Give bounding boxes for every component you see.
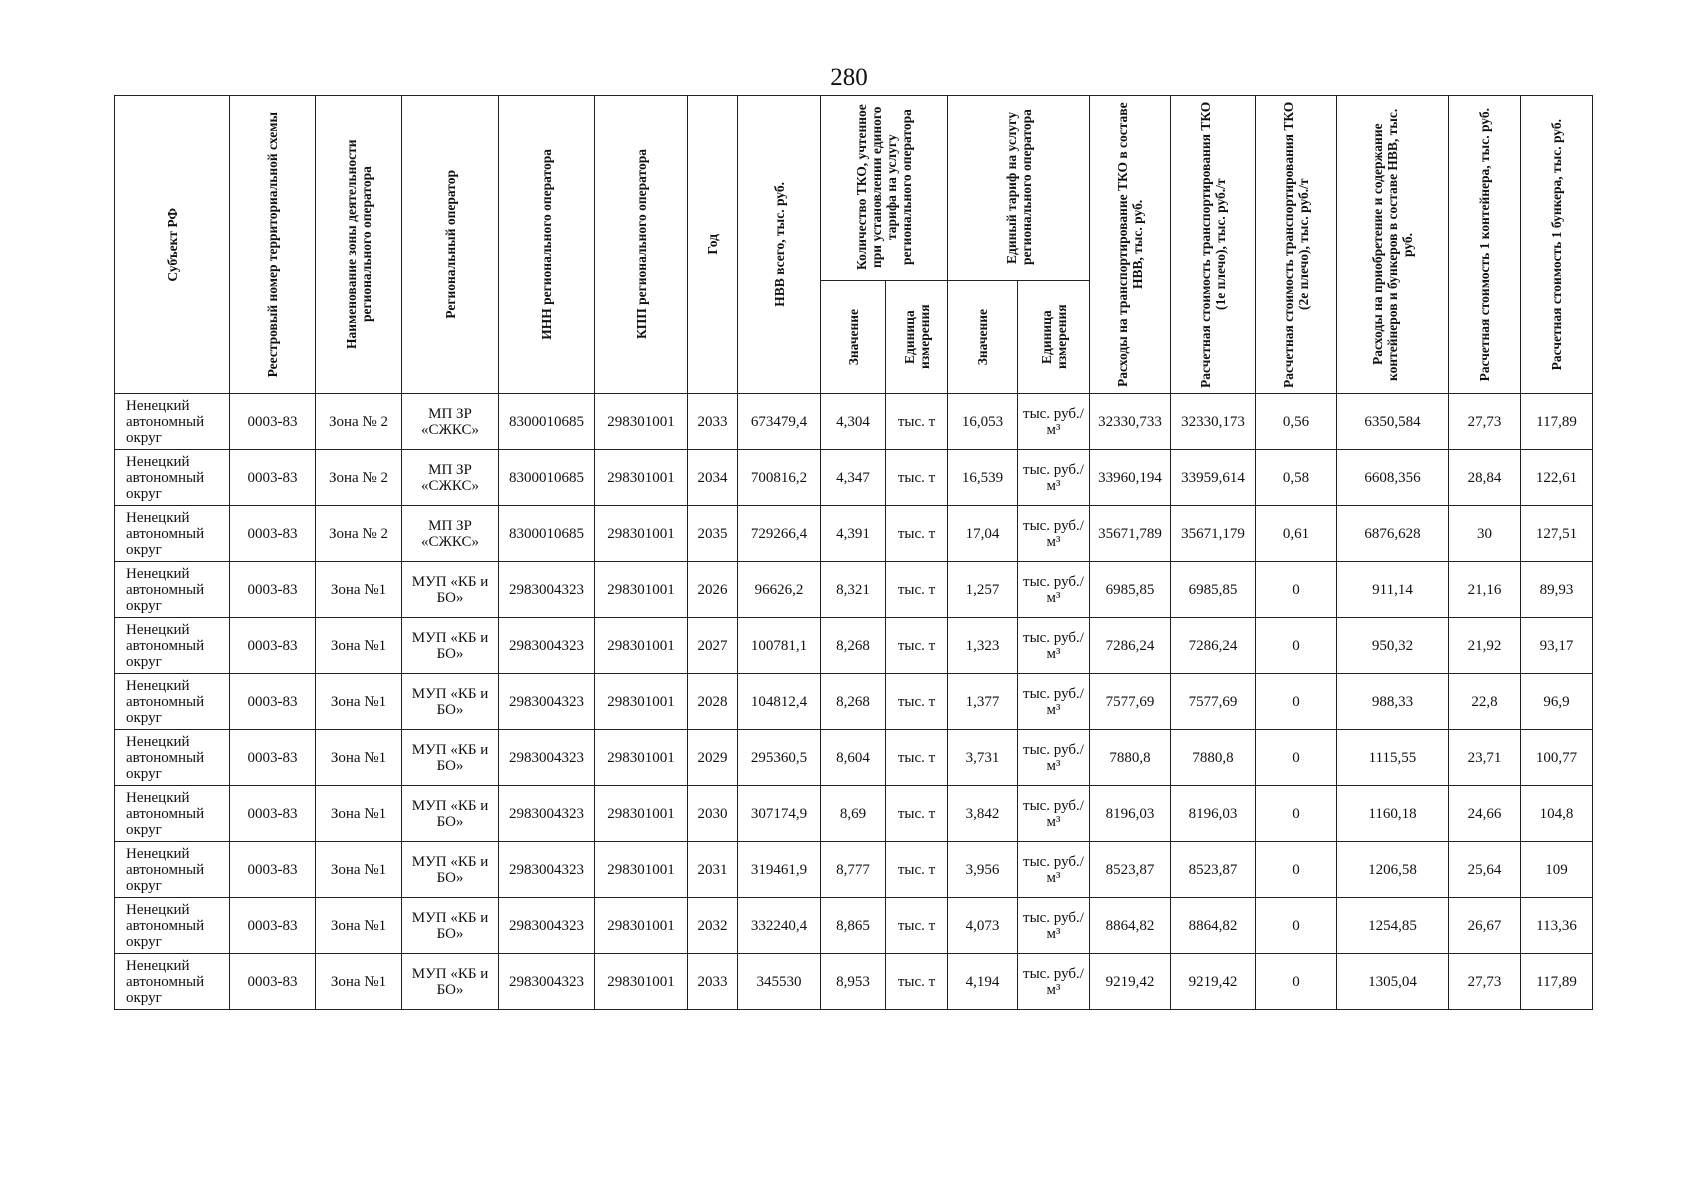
cell-tariff-value: 1,377 [948,674,1018,730]
cell-tko-value: 4,304 [821,394,886,450]
cell-tko-unit: тыс. т [886,730,948,786]
cell-year: 2034 [688,450,738,506]
table-row [115,730,1593,786]
cell-kpp: 298301001 [595,506,688,562]
cell-leg2: 0 [1256,954,1337,1010]
cell-containers: 911,14 [1337,562,1449,618]
cell-year: 2033 [688,954,738,1010]
cell-leg2: 0 [1256,618,1337,674]
cell-leg1: 7577,69 [1171,674,1256,730]
table-row [115,394,1593,450]
cell-tko-unit: тыс. т [886,450,948,506]
cell-subject: Ненецкий автономный округ [115,506,230,562]
cell-zone: Зона № 2 [316,506,402,562]
cell-zone: Зона №1 [316,954,402,1010]
cell-kpp: 298301001 [595,954,688,1010]
cell-nvv: 104812,4 [738,674,821,730]
cell-registry: 0003-83 [230,786,316,842]
cell-subject: Ненецкий автономный округ [115,618,230,674]
cell-leg2: 0 [1256,674,1337,730]
header-kpp: КПП регионального оператора [595,96,688,394]
cell-bunker: 117,89 [1521,394,1593,450]
cell-year: 2029 [688,730,738,786]
cell-year: 2030 [688,786,738,842]
cell-tko-unit: тыс. т [886,898,948,954]
cell-subject: Ненецкий автономный округ [115,898,230,954]
cell-leg1: 6985,85 [1171,562,1256,618]
cell-year: 2031 [688,842,738,898]
cell-leg1: 8523,87 [1171,842,1256,898]
cell-tko-value: 8,268 [821,618,886,674]
cell-nvv: 332240,4 [738,898,821,954]
cell-containers: 950,32 [1337,618,1449,674]
cell-registry: 0003-83 [230,450,316,506]
cell-leg2: 0 [1256,842,1337,898]
header-containers-costs: Расходы на приобретение и содержание контейнеров и бункеров в составе НВВ, тыс. руб. [1337,96,1449,394]
table-row [115,562,1593,618]
cell-registry: 0003-83 [230,618,316,674]
cell-leg2: 0 [1256,786,1337,842]
cell-tariff-unit: тыс. руб./м³ [1018,898,1090,954]
table-row [115,842,1593,898]
cell-year: 2028 [688,674,738,730]
cell-registry: 0003-83 [230,954,316,1010]
cell-leg1: 8864,82 [1171,898,1256,954]
cell-bunker: 93,17 [1521,618,1593,674]
cell-zone: Зона №1 [316,898,402,954]
cell-containers: 1115,55 [1337,730,1449,786]
cell-transport-costs: 33960,194 [1090,450,1171,506]
cell-tko-unit: тыс. т [886,842,948,898]
cell-bunker: 113,36 [1521,898,1593,954]
cell-leg1: 32330,173 [1171,394,1256,450]
cell-transport-costs: 8196,03 [1090,786,1171,842]
header-bunker-cost: Расчетная стоимость 1 бункера, тыс. руб. [1521,96,1593,394]
cell-subject: Ненецкий автономный округ [115,562,230,618]
cell-tariff-unit: тыс. руб./м³ [1018,730,1090,786]
tariff-table [114,95,1593,1010]
cell-tariff-value: 3,842 [948,786,1018,842]
cell-operator: МУП «КБ и БО» [402,842,499,898]
cell-tko-value: 4,391 [821,506,886,562]
cell-leg2: 0 [1256,730,1337,786]
cell-operator: МУП «КБ и БО» [402,562,499,618]
cell-transport-costs: 7286,24 [1090,618,1171,674]
cell-container: 21,92 [1449,618,1521,674]
cell-bunker: 89,93 [1521,562,1593,618]
cell-registry: 0003-83 [230,842,316,898]
cell-subject: Ненецкий автономный округ [115,394,230,450]
cell-container: 24,66 [1449,786,1521,842]
header-transport-cost-leg1: Расчетная стоимость транспортирования ТКО (1е плечо), тыс. руб./т [1171,96,1256,394]
cell-nvv: 345530 [738,954,821,1010]
cell-subject: Ненецкий автономный округ [115,842,230,898]
cell-operator: МУП «КБ и БО» [402,786,499,842]
cell-container: 26,67 [1449,898,1521,954]
cell-kpp: 298301001 [595,786,688,842]
cell-tariff-unit: тыс. руб./м³ [1018,674,1090,730]
cell-nvv: 700816,2 [738,450,821,506]
cell-zone: Зона №1 [316,674,402,730]
cell-container: 21,16 [1449,562,1521,618]
cell-tariff-value: 1,323 [948,618,1018,674]
table-row [115,450,1593,506]
table-row [115,898,1593,954]
cell-transport-costs: 7577,69 [1090,674,1171,730]
cell-inn: 2983004323 [499,730,595,786]
cell-leg2: 0,56 [1256,394,1337,450]
cell-kpp: 298301001 [595,450,688,506]
cell-zone: Зона №1 [316,730,402,786]
cell-tko-unit: тыс. т [886,954,948,1010]
cell-container: 25,64 [1449,842,1521,898]
cell-registry: 0003-83 [230,898,316,954]
cell-containers: 988,33 [1337,674,1449,730]
header-registry-number: Реестровый номер территориальной схемы [230,96,316,394]
cell-transport-costs: 6985,85 [1090,562,1171,618]
cell-tariff-unit: тыс. руб./м³ [1018,618,1090,674]
cell-tko-unit: тыс. т [886,562,948,618]
cell-inn: 8300010685 [499,450,595,506]
cell-tariff-value: 16,053 [948,394,1018,450]
cell-bunker: 117,89 [1521,954,1593,1010]
cell-container: 23,71 [1449,730,1521,786]
cell-kpp: 298301001 [595,618,688,674]
cell-tko-value: 8,69 [821,786,886,842]
cell-leg2: 0,61 [1256,506,1337,562]
cell-nvv: 319461,9 [738,842,821,898]
cell-tariff-unit: тыс. руб./м³ [1018,954,1090,1010]
cell-tariff-value: 4,194 [948,954,1018,1010]
table-row [115,618,1593,674]
cell-nvv: 96626,2 [738,562,821,618]
cell-subject: Ненецкий автономный округ [115,450,230,506]
cell-tariff-value: 16,539 [948,450,1018,506]
cell-inn: 2983004323 [499,954,595,1010]
cell-container: 22,8 [1449,674,1521,730]
cell-year: 2035 [688,506,738,562]
cell-leg1: 8196,03 [1171,786,1256,842]
cell-year: 2033 [688,394,738,450]
cell-nvv: 729266,4 [738,506,821,562]
cell-year: 2027 [688,618,738,674]
cell-tko-value: 8,604 [821,730,886,786]
cell-transport-costs: 9219,42 [1090,954,1171,1010]
cell-tko-value: 8,953 [821,954,886,1010]
header-subject: Субъект РФ [115,96,230,394]
cell-tko-value: 8,865 [821,898,886,954]
cell-container: 30 [1449,506,1521,562]
cell-operator: МУП «КБ и БО» [402,730,499,786]
cell-operator: МУП «КБ и БО» [402,898,499,954]
cell-zone: Зона №1 [316,618,402,674]
cell-container: 27,73 [1449,394,1521,450]
cell-kpp: 298301001 [595,898,688,954]
cell-kpp: 298301001 [595,394,688,450]
cell-operator: МУП «КБ и БО» [402,674,499,730]
cell-transport-costs: 32330,733 [1090,394,1171,450]
header-transport-cost-leg2: Расчетная стоимость транспортирования ТКО (2е плечо), тыс. руб./т [1256,96,1337,394]
cell-subject: Ненецкий автономный округ [115,674,230,730]
cell-inn: 2983004323 [499,786,595,842]
cell-tko-unit: тыс. т [886,674,948,730]
page-number: 280 [830,64,868,91]
cell-kpp: 298301001 [595,674,688,730]
cell-operator: МУП «КБ и БО» [402,618,499,674]
cell-tariff-unit: тыс. руб./м³ [1018,506,1090,562]
cell-nvv: 307174,9 [738,786,821,842]
cell-bunker: 104,8 [1521,786,1593,842]
cell-inn: 2983004323 [499,618,595,674]
cell-year: 2026 [688,562,738,618]
cell-registry: 0003-83 [230,674,316,730]
header-zone-name: Наименование зоны деятельности регионального оператора [316,96,402,394]
table-row [115,506,1593,562]
cell-tko-value: 8,268 [821,674,886,730]
cell-transport-costs: 8864,82 [1090,898,1171,954]
header-operator: Региональный оператор [402,96,499,394]
cell-transport-costs: 8523,87 [1090,842,1171,898]
cell-operator: МУП «КБ и БО» [402,954,499,1010]
header-inn: ИНН регионального оператора [499,96,595,394]
header-tko-value: Значение [821,280,886,393]
cell-tko-unit: тыс. т [886,618,948,674]
cell-subject: Ненецкий автономный округ [115,730,230,786]
cell-tariff-value: 3,956 [948,842,1018,898]
header-row [115,96,1593,281]
header-tko-amount-group: Количество ТКО, учтенное при установлении единого тарифа на услугу регионального оператора [821,96,948,281]
cell-leg1: 9219,42 [1171,954,1256,1010]
header-transport-costs: Расходы на транспортирование ТКО в составе НВВ, тыс. руб. [1090,96,1171,394]
header-tariff-unit: Единица измерения [1018,280,1090,393]
cell-zone: Зона №1 [316,786,402,842]
cell-leg1: 7880,8 [1171,730,1256,786]
cell-tariff-unit: тыс. руб./м³ [1018,842,1090,898]
cell-bunker: 127,51 [1521,506,1593,562]
cell-leg1: 35671,179 [1171,506,1256,562]
cell-tariff-value: 3,731 [948,730,1018,786]
cell-operator: МП ЗР «СЖКС» [402,394,499,450]
header-tko-unit: Единица измерения [886,280,948,393]
cell-tko-value: 4,347 [821,450,886,506]
cell-transport-costs: 7880,8 [1090,730,1171,786]
cell-tariff-value: 4,073 [948,898,1018,954]
cell-leg1: 7286,24 [1171,618,1256,674]
cell-registry: 0003-83 [230,394,316,450]
cell-inn: 8300010685 [499,394,595,450]
cell-tko-unit: тыс. т [886,394,948,450]
cell-inn: 8300010685 [499,506,595,562]
header-nvv: НВВ всего, тыс. руб. [738,96,821,394]
cell-kpp: 298301001 [595,562,688,618]
cell-tko-unit: тыс. т [886,506,948,562]
table-row [115,786,1593,842]
cell-transport-costs: 35671,789 [1090,506,1171,562]
cell-year: 2032 [688,898,738,954]
cell-containers: 6350,584 [1337,394,1449,450]
cell-tariff-unit: тыс. руб./м³ [1018,786,1090,842]
cell-container: 28,84 [1449,450,1521,506]
cell-inn: 2983004323 [499,842,595,898]
cell-tariff-unit: тыс. руб./м³ [1018,450,1090,506]
cell-bunker: 109 [1521,842,1593,898]
header-tariff-value: Значение [948,280,1018,393]
cell-zone: Зона № 2 [316,450,402,506]
header-year: Год [688,96,738,394]
cell-operator: МП ЗР «СЖКС» [402,450,499,506]
table-body [115,394,1593,1010]
table-row [115,954,1593,1010]
cell-containers: 6608,356 [1337,450,1449,506]
cell-nvv: 100781,1 [738,618,821,674]
cell-leg2: 0,58 [1256,450,1337,506]
cell-kpp: 298301001 [595,842,688,898]
cell-zone: Зона №1 [316,562,402,618]
cell-nvv: 295360,5 [738,730,821,786]
cell-tko-unit: тыс. т [886,786,948,842]
cell-kpp: 298301001 [595,730,688,786]
cell-tariff-value: 1,257 [948,562,1018,618]
cell-tariff-value: 17,04 [948,506,1018,562]
cell-tariff-unit: тыс. руб./м³ [1018,394,1090,450]
header-tariff-group: Единый тариф на услугу регионального оператора [948,96,1090,281]
cell-bunker: 100,77 [1521,730,1593,786]
cell-leg1: 33959,614 [1171,450,1256,506]
cell-inn: 2983004323 [499,898,595,954]
cell-subject: Ненецкий автономный округ [115,954,230,1010]
cell-tko-value: 8,777 [821,842,886,898]
cell-inn: 2983004323 [499,562,595,618]
cell-containers: 1254,85 [1337,898,1449,954]
cell-bunker: 122,61 [1521,450,1593,506]
cell-operator: МП ЗР «СЖКС» [402,506,499,562]
cell-bunker: 96,9 [1521,674,1593,730]
cell-tariff-unit: тыс. руб./м³ [1018,562,1090,618]
cell-containers: 1206,58 [1337,842,1449,898]
cell-subject: Ненецкий автономный округ [115,786,230,842]
cell-zone: Зона №1 [316,842,402,898]
header-container-cost: Расчетная стоимость 1 контейнера, тыс. руб. [1449,96,1521,394]
cell-nvv: 673479,4 [738,394,821,450]
cell-registry: 0003-83 [230,730,316,786]
cell-inn: 2983004323 [499,674,595,730]
cell-registry: 0003-83 [230,506,316,562]
cell-container: 27,73 [1449,954,1521,1010]
cell-zone: Зона № 2 [316,394,402,450]
cell-containers: 1305,04 [1337,954,1449,1010]
cell-leg2: 0 [1256,562,1337,618]
cell-leg2: 0 [1256,898,1337,954]
table-row [115,674,1593,730]
cell-registry: 0003-83 [230,562,316,618]
cell-containers: 1160,18 [1337,786,1449,842]
cell-tko-value: 8,321 [821,562,886,618]
cell-containers: 6876,628 [1337,506,1449,562]
